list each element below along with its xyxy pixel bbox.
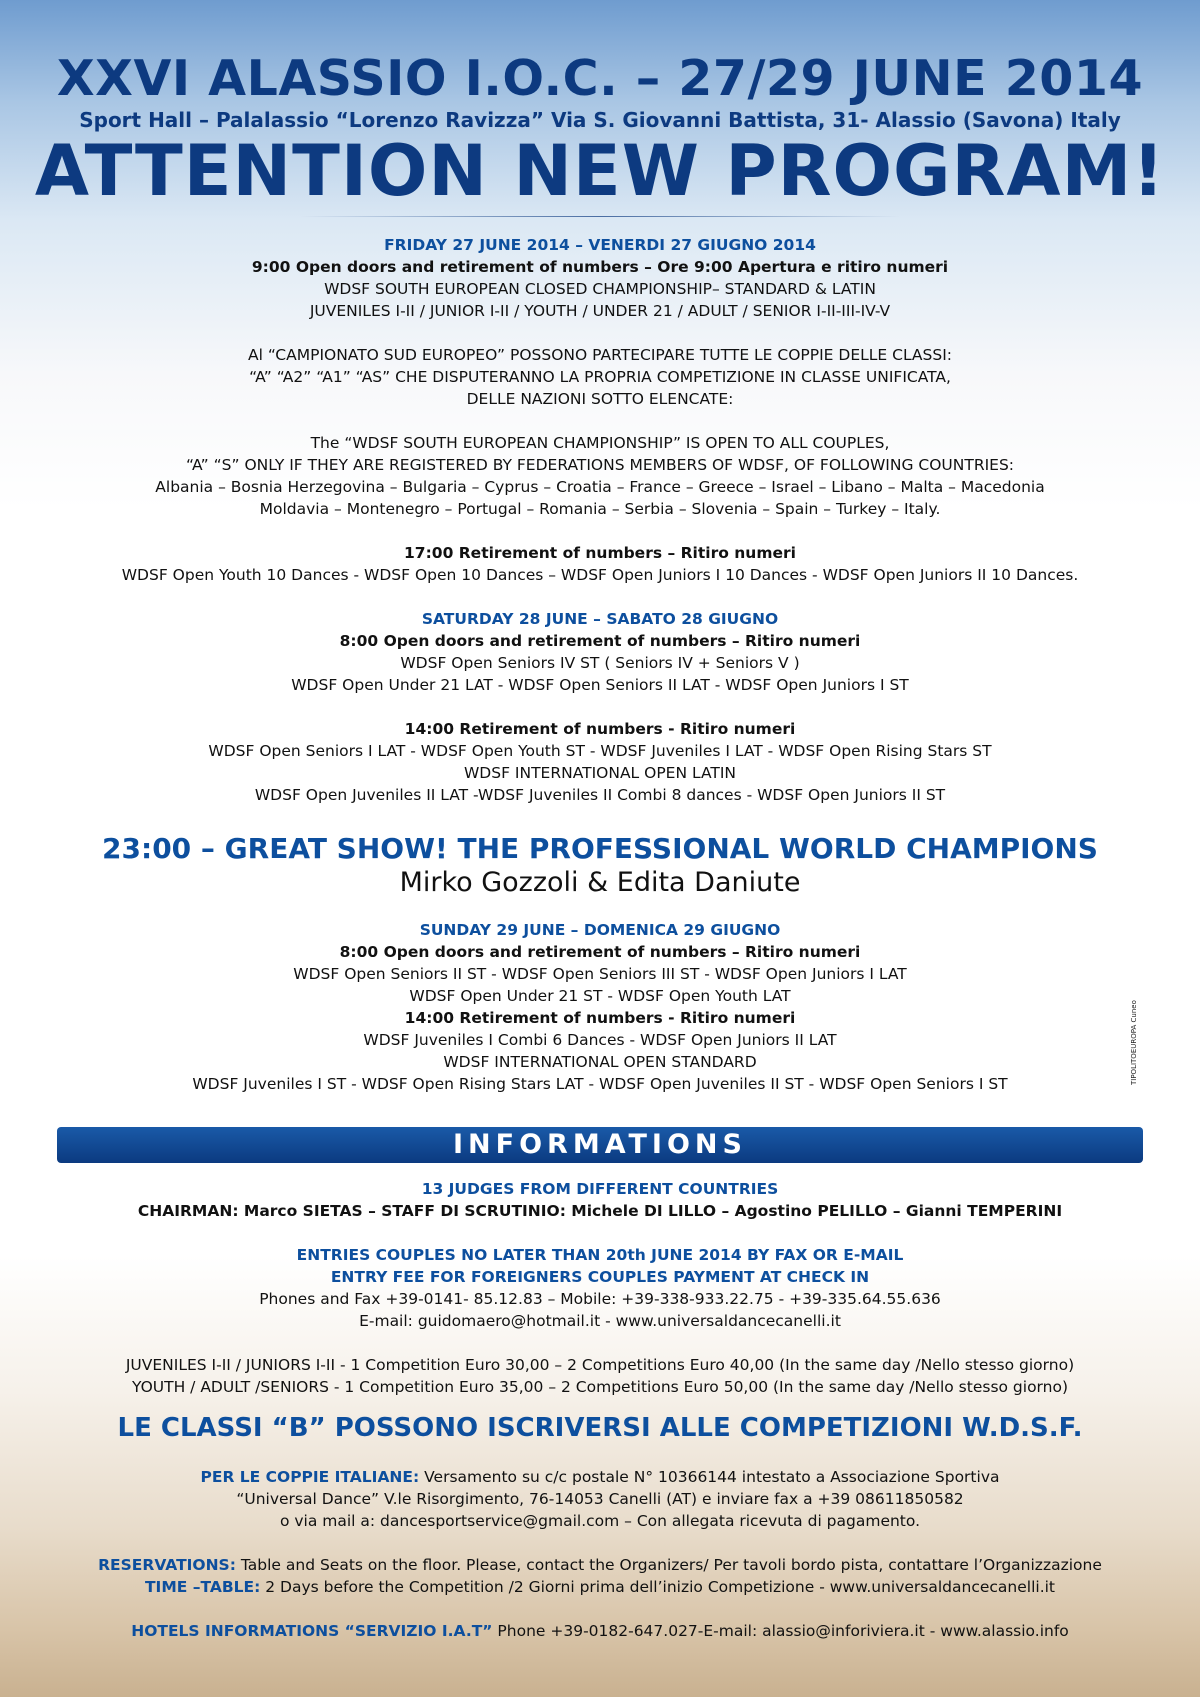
hotels-label: HOTELS INFORMATIONS “SERVIZIO I.A.T” <box>131 1622 493 1640</box>
friday-english-note: “A” “S” ONLY IF THEY ARE REGISTERED BY FEDERATIONS MEMBERS OF WDSF, OF FOLLOWING COUNTRIES: <box>185 456 1015 474</box>
champions-names: Mirko Gozzoli & Edita Daniute <box>399 867 801 898</box>
sunday-section <box>40 919 1160 1095</box>
hotels-text: Phone +39-0182-647.027-E-mail: alassio@inforiviera.it - www.alassio.info <box>492 1622 1069 1640</box>
italian-couples-text: “Universal Dance” V.le Risorgimento, 76-14053 Canelli (AT) e inviare fax a +39 08611850582 <box>236 1490 964 1508</box>
reservations-text: Table and Seats on the floor. Please, contact the Organizers/ Per tavoli bordo pista, contattare l’Organizzazione <box>235 1556 1102 1574</box>
saturday-afternoon-time: 14:00 Retirement of numbers - Ritiro numeri <box>404 720 796 738</box>
friday-section <box>40 234 1160 806</box>
saturday-open: 8:00 Open doors and retirement of numbers – Ritiro numeri <box>339 632 861 650</box>
friday-line: JUVENILES I-II / JUNIOR I-II / YOUTH / UNDER 21 / ADULT / SENIOR I-II-III-IV-V <box>309 302 891 320</box>
phones-line: Phones and Fax +39-0141- 85.12.83 – Mobile: +39-338-933.22.75 - +39-335.64.55.636 <box>259 1290 941 1308</box>
sunday-line: WDSF Open Seniors II ST - WDSF Open Seniors III ST - WDSF Open Juniors I LAT <box>293 965 907 983</box>
info-section <box>40 1178 1160 1398</box>
sunday-afternoon-line: WDSF Juveniles I ST - WDSF Open Rising Stars LAT - WDSF Open Juveniles II ST - WDSF Open Seniors I ST <box>192 1075 1008 1093</box>
fee-line: YOUTH / ADULT /SENIORS - 1 Competition Euro 35,00 – 2 Competitions Euro 50,00 (In the same day /Nello stesso giorno) <box>131 1378 1069 1396</box>
sunday-heading: SUNDAY 29 JUNE – DOMENICA 29 GIUGNO <box>419 921 781 939</box>
friday-open: 9:00 Open doors and retirement of numbers – Ore 9:00 Apertura e ritiro numeri <box>251 258 949 276</box>
friday-heading: FRIDAY 27 JUNE 2014 – VENERDI 27 GIUGNO 2014 <box>384 236 816 254</box>
italian-couples-section <box>40 1466 1160 1642</box>
divider <box>300 216 900 217</box>
italian-couples-text: Versamento su c/c postale N° 10366144 intestato a Associazione Sportiva <box>419 1468 1000 1486</box>
classi-b-note: LE CLASSI “B” POSSONO ISCRIVERSI ALLE COMPETIZIONI W.D.S.F. <box>117 1413 1083 1443</box>
countries-list: Moldavia – Montenegro – Portugal – Romania – Serbia – Slovenia – Spain – Turkey – Italy. <box>259 500 941 518</box>
saturday-afternoon-line: WDSF INTERNATIONAL OPEN LATIN <box>463 764 737 782</box>
sunday-afternoon-time: 14:00 Retirement of numbers - Ritiro numeri <box>404 1009 796 1027</box>
printer-credit-text: TIPOLITOEUROPA Cuneo <box>1130 1000 1138 1085</box>
fee-line: JUVENILES I-II / JUNIORS I-II - 1 Competition Euro 30,00 – 2 Competitions Euro 40,00 (In the same day /Nello stesso giorno) <box>125 1356 1075 1374</box>
entries-deadline: ENTRIES COUPLES NO LATER THAN 20th JUNE 2014 BY FAX OR E-MAIL <box>296 1246 904 1264</box>
friday-italian-note: “A” “A2” “A1” “AS” CHE DISPUTERANNO LA PROPRIA COMPETIZIONE IN CLASSE UNIFICATA, <box>249 368 951 386</box>
saturday-heading: SATURDAY 28 JUNE – SABATO 28 GIUGNO <box>421 610 779 628</box>
great-show-heading: 23:00 – GREAT SHOW! THE PROFESSIONAL WORLD CHAMPIONS <box>102 832 1098 865</box>
friday-english-note: The “WDSF SOUTH EUROPEAN CHAMPIONSHIP” IS OPEN TO ALL COUPLES, <box>310 434 890 452</box>
judges-heading: 13 JUDGES FROM DIFFERENT COUNTRIES <box>421 1180 779 1198</box>
informations-bar: INFORMATIONS <box>57 1127 1143 1163</box>
italian-couples-text: o via mail a: dancesportservice@gmail.com – Con allegata ricevuta di pagamento. <box>279 1512 921 1530</box>
show-section <box>40 832 1160 900</box>
reservations-label: RESERVATIONS: <box>98 1556 236 1574</box>
chairman-line: CHAIRMAN: Marco SIETAS – STAFF DI SCRUTINIO: Michele DI LILLO – Agostino PELILLO – Gianni TEMPERINI <box>137 1202 1063 1220</box>
saturday-afternoon-line: WDSF Open Juveniles II LAT -WDSF Juveniles II Combi 8 dances - WDSF Open Juniors II ST <box>254 786 946 804</box>
friday-italian-note: Al “CAMPIONATO SUD EUROPEO” POSSONO PARTECIPARE TUTTE LE COPPIE DELLE CLASSI: <box>247 346 953 364</box>
sunday-afternoon-line: WDSF INTERNATIONAL OPEN STANDARD <box>443 1053 757 1071</box>
sunday-line: WDSF Open Under 21 ST - WDSF Open Youth LAT <box>409 987 791 1005</box>
new-program-banner: ATTENTION NEW PROGRAM! <box>34 130 1166 212</box>
saturday-afternoon-line: WDSF Open Seniors I LAT - WDSF Open Youth ST - WDSF Juveniles I LAT - WDSF Open Rising Stars ST <box>208 742 992 760</box>
saturday-line: WDSF Open Under 21 LAT - WDSF Open Seniors II LAT - WDSF Open Juniors I ST <box>291 676 909 694</box>
italian-couples-label: PER LE COPPIE ITALIANE: <box>200 1468 420 1486</box>
saturday-line: WDSF Open Seniors IV ST ( Seniors IV + Seniors V ) <box>400 654 800 672</box>
sunday-open: 8:00 Open doors and retirement of numbers – Ritiro numeri <box>339 943 861 961</box>
sunday-afternoon-line: WDSF Juveniles I Combi 6 Dances - WDSF Open Juniors II LAT <box>363 1031 837 1049</box>
friday-italian-note: DELLE NAZIONI SOTTO ELENCATE: <box>466 390 734 408</box>
printer-credit <box>1126 985 1140 1095</box>
countries-list: Albania – Bosnia Herzegovina – Bulgaria – Cyprus – Croatia – France – Greece – Israel – Libano – Malta – Macedonia <box>155 478 1045 496</box>
friday-line: WDSF SOUTH EUROPEAN CLOSED CHAMPIONSHIP– STANDARD & LATIN <box>324 280 876 298</box>
event-title: XXVI ALASSIO I.O.C. – 27/29 JUNE 2014 <box>56 50 1144 107</box>
timetable-text: 2 Days before the Competition /2 Giorni prima dell’inizio Competizione - www.universaldancecanelli.it <box>260 1578 1055 1596</box>
timetable-label: TIME –TABLE: <box>144 1578 261 1596</box>
classi-section <box>40 1412 1160 1444</box>
friday-evening-events: WDSF Open Youth 10 Dances - WDSF Open 10 Dances – WDSF Open Juniors I 10 Dances - WDSF Open Juniors II 10 Dances. <box>121 566 1079 584</box>
friday-evening-time: 17:00 Retirement of numbers – Ritiro numeri <box>404 544 796 562</box>
email-line: E-mail: guidomaero@hotmail.it - www.universaldancecanelli.it <box>359 1312 841 1330</box>
venue-line: Sport Hall – Palalassio “Lorenzo Ravizza” Via S. Giovanni Battista, 31- Alassio (Savona) Italy <box>79 108 1121 132</box>
entry-fee-note: ENTRY FEE FOR FOREIGNERS COUPLES PAYMENT AT CHECK IN <box>330 1268 870 1286</box>
